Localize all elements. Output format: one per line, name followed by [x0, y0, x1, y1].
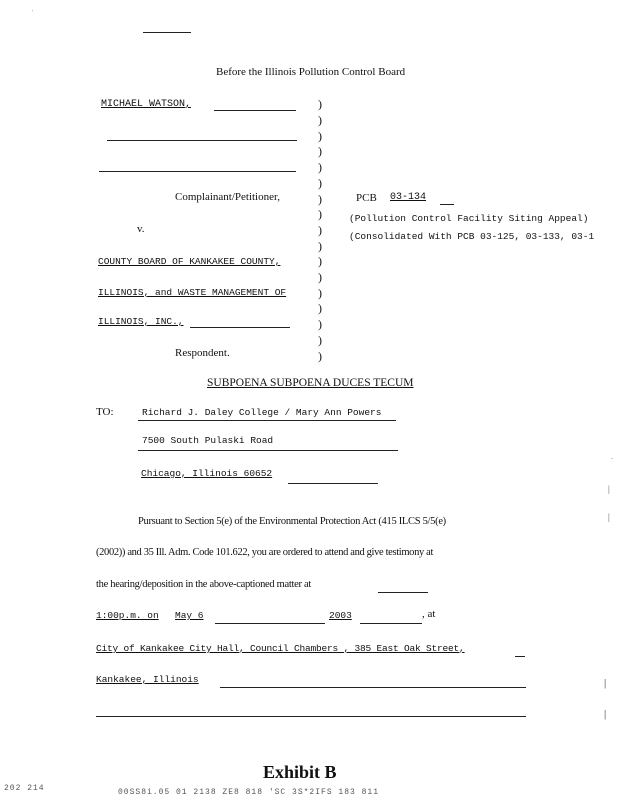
- margin-speck: |: [608, 484, 610, 494]
- hearing-year: 2003: [329, 610, 352, 621]
- at-label: , at: [422, 608, 436, 620]
- paren: ): [318, 286, 322, 300]
- blank-line: [214, 110, 296, 111]
- fax-left-code: 202 214: [4, 784, 45, 793]
- to-line-2: 7500 South Pulaski Road: [142, 435, 274, 446]
- pcb-number: 03-134: [390, 192, 427, 203]
- paren: ): [318, 192, 322, 206]
- blank-line: [378, 592, 428, 593]
- paren: ): [318, 176, 322, 190]
- blank-line: [138, 420, 396, 421]
- hearing-time: 1:00p.m. on: [96, 610, 159, 621]
- hearing-location: City of Kankakee City Hall, Council Chambers , 385 East Oak Street,: [96, 643, 465, 654]
- to-line-3: Chicago, Illinois 60652: [141, 468, 273, 479]
- top-left-speck: ': [32, 10, 34, 16]
- blank-line: [190, 327, 290, 328]
- blank-line: [360, 623, 422, 624]
- paren: ): [318, 239, 322, 253]
- complainant-name: MICHAEL WATSON,: [101, 99, 192, 110]
- margin-speck: |: [604, 677, 607, 689]
- body-para-3: the hearing/deposition in the above-captioned matter at: [96, 579, 312, 590]
- paren: ): [318, 349, 322, 363]
- top-mark-line: [143, 32, 191, 33]
- respondent-line-3: ILLINOIS, INC.,: [98, 316, 184, 327]
- blank-line: [440, 204, 454, 205]
- hearing-city: Kankakee, Illinois: [96, 674, 199, 685]
- margin-speck: |: [604, 708, 607, 720]
- to-label: TO:: [96, 406, 114, 418]
- pcb-prefix: PCB: [356, 192, 377, 204]
- blank-line: [288, 483, 378, 484]
- hearing-month: May 6: [175, 610, 204, 621]
- body-para-1: Pursuant to Section 5(e) of the Environmental Protection Act (415 ILCS 5/5(e): [138, 516, 446, 527]
- blank-line: [107, 140, 297, 141]
- paren: ): [318, 301, 322, 315]
- blank-line: [220, 687, 526, 688]
- exhibit-label: Exhibit B: [263, 762, 337, 782]
- fax-header-strip: 00SS8i.05 01 2138 ZE8 818 'SC 3S*2IFS 183 811: [118, 788, 380, 797]
- versus-label: v.: [137, 223, 145, 235]
- paren: ): [318, 207, 322, 221]
- board-heading: Before the Illinois Pollution Control Board: [216, 66, 406, 78]
- respondent-line-1: COUNTY BOARD OF KANKAKEE COUNTY,: [98, 256, 281, 267]
- margin-speck: -: [611, 456, 613, 462]
- paren: ): [318, 160, 322, 174]
- paren: ): [318, 129, 322, 143]
- paren: ): [318, 317, 322, 331]
- blank-line: [96, 716, 526, 717]
- paren: ): [318, 270, 322, 284]
- paren: ): [318, 113, 322, 127]
- respondent-label: Respondent.: [175, 347, 230, 359]
- consolidated-cases: (Consolidated With PCB 03-125, 03-133, 03-1: [349, 231, 595, 242]
- respondent-line-2: ILLINOIS, and WASTE MANAGEMENT OF: [98, 287, 287, 298]
- appeal-type: (Pollution Control Facility Siting Appeal): [349, 213, 589, 224]
- blank-line: [138, 450, 398, 451]
- paren: ): [318, 97, 322, 111]
- paren: ): [318, 333, 322, 347]
- blank-line: [99, 171, 296, 172]
- paren: ): [318, 254, 322, 268]
- subpoena-title: SUBPOENA SUBPOENA DUCES TECUM: [207, 377, 414, 389]
- paren: ): [318, 144, 322, 158]
- blank-line: [515, 656, 525, 657]
- to-line-1: Richard J. Daley College / Mary Ann Powers: [142, 407, 382, 418]
- body-para-2: (2002)) and 35 Ill. Adm. Code 101.622, you are ordered to attend and give testimony at: [96, 547, 434, 558]
- paren: ): [318, 223, 322, 237]
- margin-speck: |: [608, 512, 610, 522]
- complainant-label: Complainant/Petitioner,: [175, 191, 280, 203]
- blank-line: [215, 623, 325, 624]
